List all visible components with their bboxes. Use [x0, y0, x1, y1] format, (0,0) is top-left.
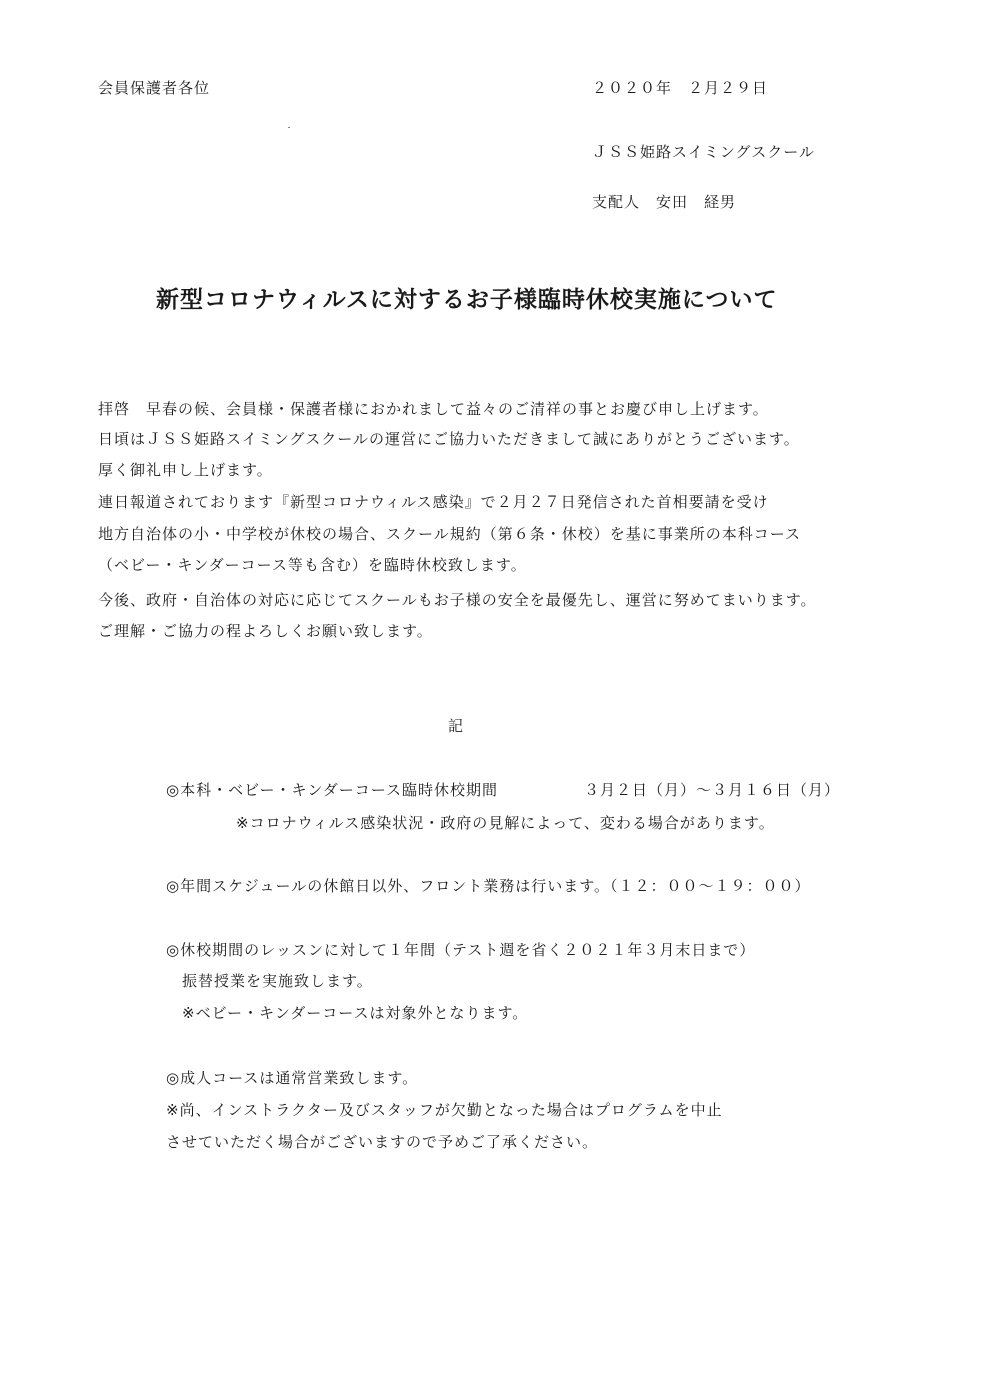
signatory: 支配人 安田 経男	[592, 193, 737, 211]
closure-period: ３月２日（月）～３月１６日（月）	[584, 781, 841, 799]
staff-note-line-2: させていただく場合がございますので予めご了承ください。	[166, 1133, 599, 1151]
body-line-8: ご理解・ご協力の程よろしくお願い致します。	[98, 622, 433, 640]
body-line-3: 厚く御礼申し上げます。	[98, 461, 273, 479]
makeup-note: ※ベビー・キンダーコースは対象外となります。	[182, 1004, 529, 1022]
date: ２０２０年 ２月２９日	[592, 79, 769, 97]
recipient: 会員保護者各位	[98, 79, 211, 97]
organization: ＪＳＳ姫路スイミングスクール	[592, 143, 815, 161]
makeup-line-1: ◎休校期間のレッスンに対して１年間（テスト週を省く２０２１年３月末日まで）	[166, 941, 756, 959]
page-title: 新型コロナウィルスに対するお子様臨時休校実施について	[156, 287, 778, 313]
scan-speck	[288, 127, 290, 128]
body-line-1: 拝啓 早春の候、会員様・保護者様におかれまして益々のご清祥の事とお慶び申し上げます。	[98, 400, 769, 418]
closure-label: ◎本科・ベビー・キンダーコース臨時休校期間	[166, 781, 498, 799]
body-line-2: 日頃はＪＳＳ姫路スイミングスクールの運営にご協力いただきまして誠にありがとうございます。	[98, 430, 800, 448]
body-line-5: 地方自治体の小・中学校が休校の場合、スクール規約（第６条・休校）を基に事業所の本科コース	[98, 525, 801, 543]
body-line-4: 連日報道されております『新型コロナウィルス感染』で２月２７日発信された首相要請を受け	[98, 493, 769, 511]
body-line-6: （ベビー・キンダーコース等も含む）を臨時休校致します。	[98, 556, 527, 574]
ki-heading: 記	[448, 717, 465, 735]
body-line-7: 今後、政府・自治体の対応に応じてスクールもお子様の安全を最優先し、運営に努めてまいります。	[98, 591, 817, 609]
makeup-line-2: 振替授業を実施致します。	[182, 972, 373, 990]
staff-note-line-1: ※尚、インストラクター及びスタッフが欠勤となった場合はプログラムを中止	[166, 1101, 723, 1119]
closure-note: ※コロナウィルス感染状況・政府の見解によって、変わる場合があります。	[236, 814, 775, 832]
front-desk-item: ◎年間スケジュールの休館日以外、フロント業務は行います。（１２：００～１９：００）	[166, 877, 811, 895]
adult-course-item: ◎成人コースは通常営業致します。	[166, 1069, 419, 1087]
